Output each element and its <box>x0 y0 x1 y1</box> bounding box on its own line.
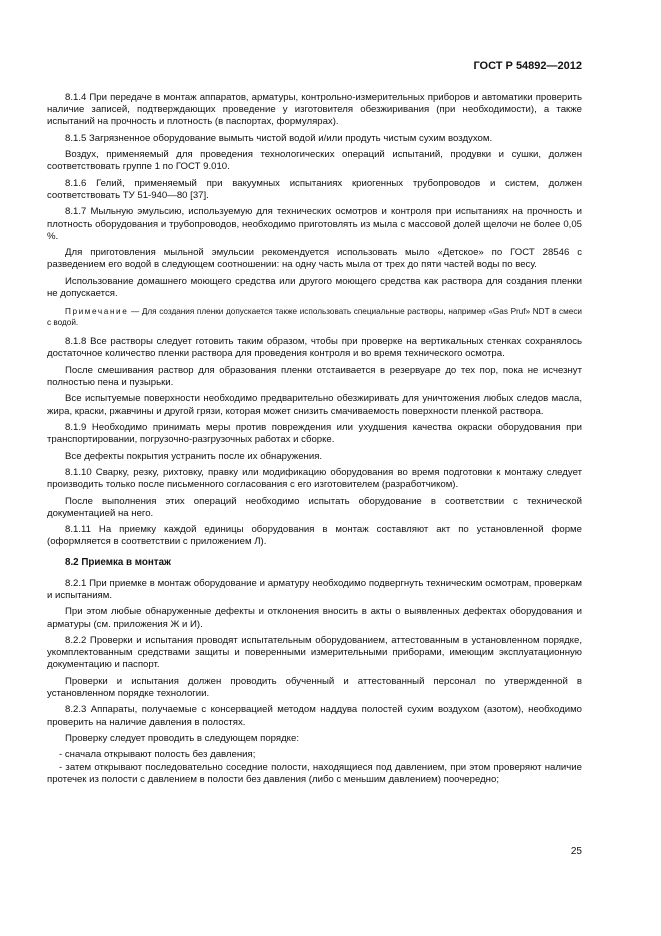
paragraph: Все дефекты покрытия устранить после их обнаружения. <box>65 450 323 462</box>
list-item: - затем открывают последовательно соседние полости, находящиеся под давлением, при этом проверяют наличие протечек из полости с давлением в полости без давления (либо с меньшим давлением) поочередно; <box>47 761 582 785</box>
document-header: ГОСТ Р 54892—2012 <box>473 60 582 72</box>
document-body <box>47 92 582 786</box>
page-number: 25 <box>570 846 582 857</box>
paragraph: 8.1.9 Необходимо принимать меры против повреждения или ухудшения качества окраски оборудования при транспортировании, погрузочно-разгрузочных работах и сборке. <box>47 421 582 446</box>
paragraph: 8.1.6 Гелий, применяемый при вакуумных испытаниях криогенных трубопроводов и систем, должен соответствовать ТУ 51-940—80 [37]. <box>47 177 582 201</box>
paragraph: После выполнения этих операций необходимо испытать оборудование в соответствии с технической документацией на него. <box>47 495 582 519</box>
paragraph: 8.1.4 При передаче в монтаж аппаратов, арматуры, контрольно-измерительных приборов и автоматики проверить наличие записей, подтверждающих проведение у изготовителя обезжиривания (при необходимости), а также испытаний на прочность и плотность (в паспортах, формулярах). <box>47 92 582 128</box>
section-heading: 8.2 Приемка в монтаж <box>65 556 171 568</box>
list-item: - сначала открывают полость без давления; <box>59 749 256 761</box>
paragraph: 8.1.7 Мыльную эмульсию, используемую для технических осмотров и контроля при испытаниях на прочность и плотность оборудования и трубопроводов, необходимо приготовлять из мыла с массовой долей щелочи не более 0,05 %. <box>47 206 582 242</box>
paragraph: Проверку следует проводить в следующем порядке: <box>65 732 299 744</box>
paragraph: Для приготовления мыльной эмульсии рекомендуется использовать мыло «Детское» по ГОСТ 28546 с разведением его водой в следующем соотношении: на одну часть мыла от трех до пяти частей воды по весу. <box>47 247 582 271</box>
paragraph: Проверки и испытания должен проводить обученный и аттестованный персонал по утвержденной в установленном порядке технологии. <box>47 675 582 699</box>
paragraph: 8.1.8 Все растворы следует готовить таким образом, чтобы при проверке на вертикальных стенках сохранялось достаточное количество пленки раствора для проведения контроля и во время технического осмотра. <box>47 336 582 360</box>
paragraph: 8.1.10 Сварку, резку, рихтовку, правку или модификацию оборудования во время подготовки к монтажу следует производить только после письменного согласования с его изготовителем (разработчиком). <box>47 466 582 491</box>
paragraph: Все испытуемые поверхности необходимо предварительно обезжиривать для уничтожения любых следов масла, жира, краски, ржавчины и другой грязи, которая может снизить смачиваемость поверхности пленкой раствора. <box>47 393 582 417</box>
note <box>47 306 582 328</box>
paragraph: Использование домашнего моющего средства или другого моющего средства как раствора для создания пленки не допускается. <box>47 275 582 299</box>
paragraph: 8.2.1 При приемке в монтаж оборудование и арматуру необходимо подвергнуть техническим осмотрам, проверкам и испытаниям. <box>47 577 582 601</box>
note-text: — Для создания пленки допускается также использовать специальные растворы, например «Gas Pruf» NDT в смеси с водой. <box>47 307 582 328</box>
paragraph: 8.1.5 Загрязненное оборудование вымыть чистой водой и/или продуть чистым сухим воздухом. <box>65 132 493 144</box>
paragraph: Воздух, применяемый для проведения технологических операций испытаний, продувки и сушки, должен соответствовать группе 1 по ГОСТ 9.010. <box>47 149 582 173</box>
paragraph: 8.2.2 Проверки и испытания проводят испытательным оборудованием, аттестованным в установленном порядке, укомплектованным средствами защиты и поверенными измерительными приборами, имеющим эксплуатационную документацию и паспорт. <box>47 634 582 671</box>
note-label: Примечание <box>65 307 129 317</box>
paragraph: После смешивания раствор для образования пленки отстаивается в резервуаре до тех пор, пока не исчезнут полностью пена и пузырьки. <box>47 364 582 388</box>
paragraph: 8.1.11 На приемку каждой единицы оборудования в монтаж составляют акт по установленной форме (оформляется в соответствии с приложением Л). <box>47 524 582 548</box>
paragraph: При этом любые обнаруженные дефекты и отклонения вносить в акты о выявленных дефектах оборудования и арматуры (см. приложения Ж и И). <box>47 606 582 630</box>
paragraph: 8.2.3 Аппараты, получаемые с консервацией методом наддува полостей сухим воздухом (азотом), необходимо проверить на наличие давления в полостях. <box>47 704 582 728</box>
